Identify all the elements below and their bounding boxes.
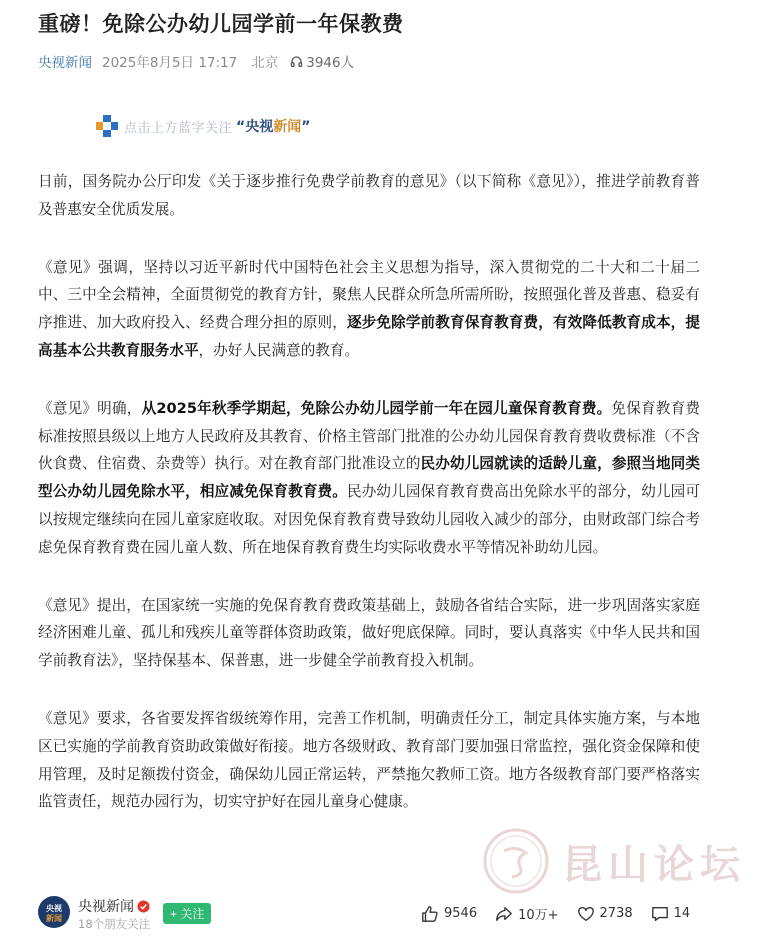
paragraph-text: 民办幼儿园保育教育费高出免除水平的部分，幼儿园可以按规定继续向在园儿童家庭收取。对因免保育教育费导致幼儿园收入减少的部分，由财政部门综合考虑免保育教育费在园儿童人数、所在地保育教育费生均实际收费水平等情况补助幼儿园。 [38, 483, 700, 556]
paragraph-text: 免保育教育费标准按照县级以上地方人民政府及其教育、价格主管部门批准的公办幼儿园保育教育费收费标准（不含伙食费、住宿费、杂费等）执行。对在教育部门批准设立的 [38, 399, 700, 473]
author-name[interactable] [78, 896, 150, 916]
author-name-text: 央视新闻 [78, 899, 134, 915]
comment-button[interactable] [651, 905, 691, 923]
avatar-top-text: 央视 [46, 904, 62, 913]
action-bar [421, 904, 690, 923]
like-count: 9546 [444, 906, 478, 921]
share-icon [495, 905, 513, 923]
brand-close: ” [301, 119, 311, 135]
follow-button[interactable]: + 关注 [163, 903, 211, 924]
publish-date: 2025年8月5日 17:17 [102, 55, 238, 71]
paragraph-bold-text: 从2025年秋季学期起，免除公办幼儿园学前一年在园儿童保育教育费。 [141, 399, 612, 417]
publish-location: 北京 [251, 55, 279, 71]
favorite-count: 2738 [599, 906, 633, 921]
watermark-text: 昆山论坛 [562, 840, 746, 888]
comment-icon [651, 905, 669, 923]
brand-new: 新闻 [273, 119, 302, 135]
paragraph-text: 《意见》强调，坚持以习近平新时代中国特色社会主义思想为指导，深入贯彻党的二十大和二十届二中、三中全会精神，全面贯彻党的教育方针，聚焦人民群众所急所需所盼，按照强化普及普惠、稳妥有序推进、加大政府投入、经费合理分担的原则， [38, 258, 700, 332]
like-button[interactable] [421, 905, 477, 923]
paragraph-bold-text: 逐步免除学前教育保育教育费，有效降低教育成本，提高基本公共教育服务水平 [38, 314, 700, 359]
follow-hint: 点击上方蓝字关注 [124, 120, 233, 136]
paragraph-text: 《意见》提出，在国家统一实施的免保育教育费政策基础上，鼓励各省结合实际，进一步巩固落实家庭经济困难儿童、孤儿和残疾儿童等群体资助政策，做好兜底保障。同时，要认真落实《中华人民共和国学前教育法》，坚持保基本、保普惠，进一步健全学前教育投入机制。 [38, 596, 700, 670]
cctv-cross-icon [96, 115, 118, 137]
author-avatar[interactable] [38, 896, 70, 928]
article-title: 重磅！免除公办幼儿园学前一年保教费 [38, 12, 404, 36]
paragraph-text: 日前，国务院办公厅印发《关于逐步推行免费学前教育的意见》（以下简称《意见》），推进学前教育普及普惠安全优质发展。 [38, 173, 700, 218]
article-paragraph [38, 254, 700, 365]
paragraph-text: 《意见》要求，各省要发挥省级统筹作用，完善工作机制，明确责任分工，制定具体实施方案，与本地区已实施的学前教育资助政策做好衔接。地方各级财政、教育部门要加强日常监控，强化资金保障和使用管理，及时足额拨付资金，确保幼儿园正常运转，严禁拖欠教师工资。地方各级教育部门要严格落实监管责任，规范办园行为，切实守护好在园儿童身心健康。 [38, 709, 700, 811]
source-link[interactable]: 央视新闻 [38, 55, 92, 71]
listen-count-value: 3946人 [306, 55, 355, 71]
paragraph-text: ，办好人民满意的教育。 [198, 341, 360, 359]
article-meta [38, 51, 354, 71]
listen-count[interactable] [290, 51, 354, 71]
paragraph-text: 《意见》明确， [38, 399, 142, 417]
brand-name [236, 116, 310, 136]
heart-icon [577, 905, 595, 923]
footer-bar [0, 888, 780, 937]
follow-banner[interactable] [96, 115, 310, 137]
favorite-button[interactable] [577, 905, 633, 923]
brand-open: “央视 [236, 119, 274, 135]
avatar-bottom-text: 新闻 [46, 914, 62, 923]
share-count: 10万+ [518, 908, 559, 923]
article-paragraph [38, 168, 700, 224]
article-paragraph [38, 395, 700, 562]
article-paragraph [38, 592, 700, 675]
share-button[interactable] [495, 904, 558, 923]
comment-count: 14 [673, 906, 691, 921]
headphones-icon [290, 55, 303, 68]
article-paragraph [38, 705, 700, 816]
thumbs-up-icon [421, 905, 439, 923]
friends-following: 18个朋友关注 [78, 917, 151, 931]
article-body [38, 168, 700, 846]
paragraph-bold-text: 民办幼儿园就读的适龄儿童，参照当地同类型公办幼儿园免除水平，相应减免保育教育费。 [38, 455, 700, 501]
verified-icon [137, 900, 150, 913]
